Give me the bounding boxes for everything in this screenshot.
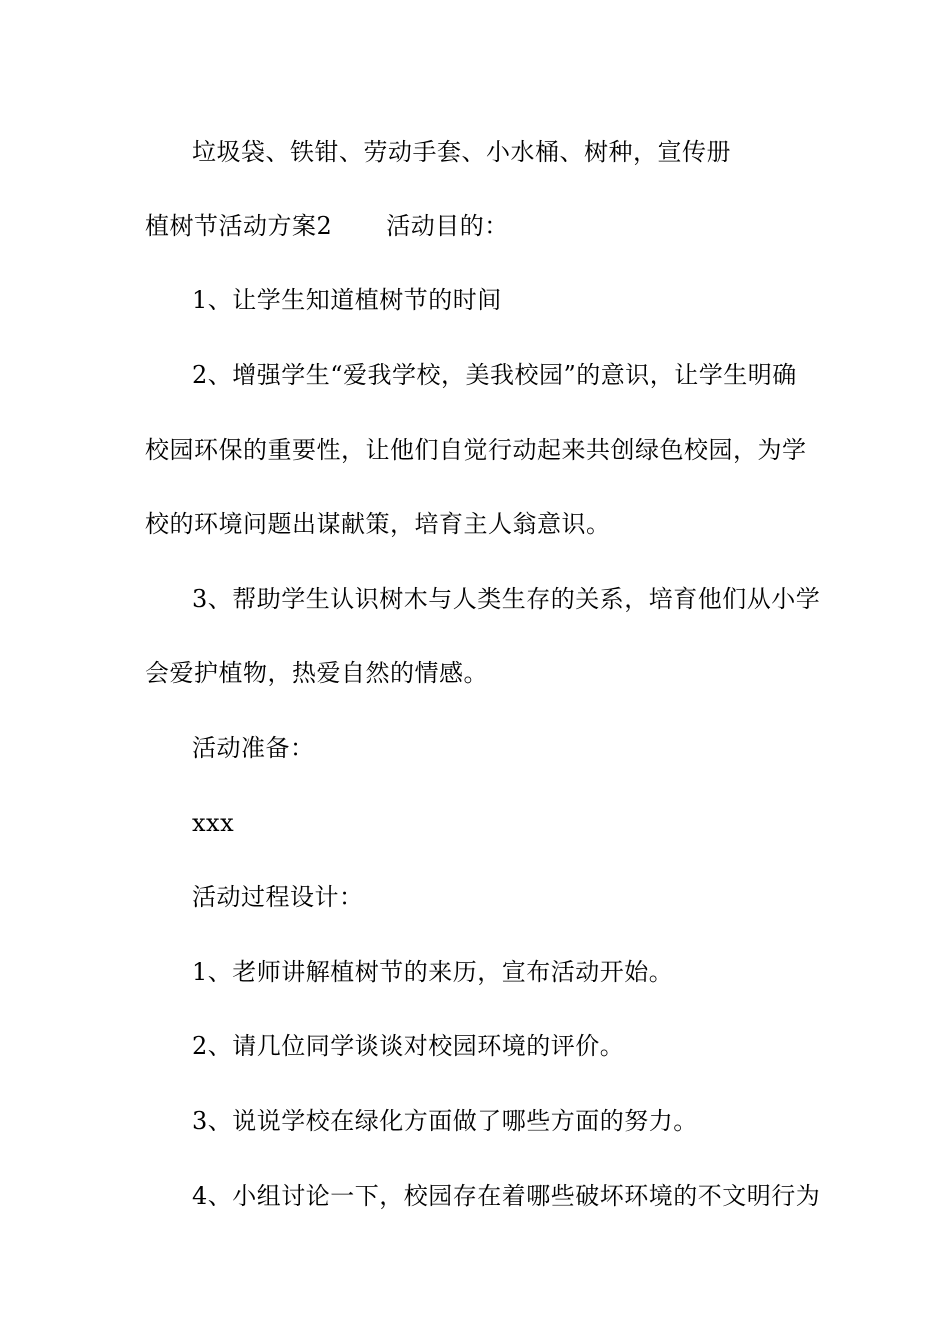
section-heading-goals: 活动目的： xyxy=(386,212,509,240)
goal-item-3-continued: 会爱护植物，热爱自然的情感。 xyxy=(145,659,488,687)
process-item-4: 4、小组讨论一下，校园存在着哪些破坏环境的不文明行为 xyxy=(192,1182,821,1210)
goal-item-3: 3、帮助学生认识树木与人类生存的关系，培育他们从小学 xyxy=(192,585,821,613)
goal-item-1: 1、让学生知道植树节的时间 xyxy=(192,286,502,314)
section-heading-preparation: 活动准备： xyxy=(192,734,315,762)
goal-item-2: 2、增强学生“爱我学校，美我校园”的意识，让学生明确 xyxy=(192,361,797,389)
plan-heading-line xyxy=(145,211,509,241)
process-item-3: 3、说说学校在绿化方面做了哪些方面的努力。 xyxy=(192,1107,698,1135)
materials-list-line: 垃圾袋、铁钳、劳动手套、小水桶、树种，宣传册 xyxy=(192,138,731,166)
process-item-1: 1、老师讲解植树节的来历，宣布活动开始。 xyxy=(192,958,674,986)
preparation-content: xxx xyxy=(192,809,235,837)
goal-item-2-continued: 校的环境问题出谋献策，培育主人翁意识。 xyxy=(145,510,611,538)
section-heading-process: 活动过程设计： xyxy=(192,883,364,911)
plan-title: 植树节活动方案2 xyxy=(145,212,333,240)
process-item-2: 2、请几位同学谈谈对校园环境的评价。 xyxy=(192,1032,625,1060)
goal-item-2-continued: 校园环保的重要性，让他们自觉行动起来共创绿色校园，为学 xyxy=(145,436,807,464)
